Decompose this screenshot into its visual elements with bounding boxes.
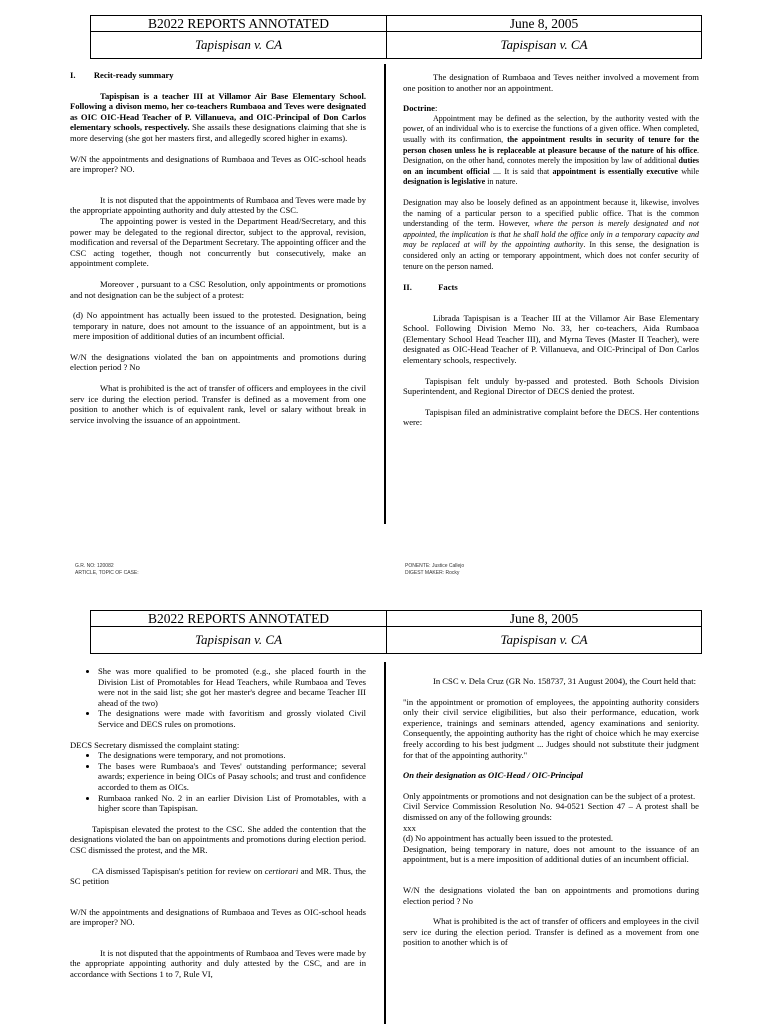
- ruling-paragraph: The appointing power is vested in the Department Head/Secretary, and this power may be delegated to the regional director, subject to the approval, revision, modification and reversal of the Department Secretary. The appointing officer and the CSC acting together, though not concurrently but consecutively, make an appointment complete.: [70, 215, 366, 269]
- page1-right-column: [403, 72, 699, 428]
- ruling-paragraph: It is not disputed that the appointments of Rumbaoa and Teves were made by the appropriate appointing authority and duly attested by the CSC, and are in accordance with Sections 1 to 7, Rule VI,: [70, 947, 366, 980]
- contentions-list: [70, 666, 366, 730]
- issue-1: W/N the appointments and designations of Rumbaoa and Teves as OIC-school heads are improper? NO.: [70, 906, 366, 928]
- header-case-left: Tapispisan v. CA: [91, 32, 387, 59]
- subheading: On their designation as OIC-Head / OIC-Principal: [403, 770, 584, 781]
- protest-ground-d: (d) No appointment has actually been issued to the protested.: [403, 833, 614, 844]
- decs-reasons-list: [70, 750, 366, 814]
- designation-definition: Designation may also be loosely defined as an appointment because it, likewise, involves the naming of a particular person to a specified public office. That is the common understanding of the term. However, where the person is merely designated and not appointed, the implication is that he shall hold the office only in a temporary capacity and may be replaced at will by the appointing authority. In this sense, the designation is considered only an acting or temporary appointment, which does not confer security of tenure on the person named.: [403, 197, 699, 271]
- protest-ground-d: (d) No appointment has actually been issued to the protested. Designation, being temporary in nature, does not amount to the issuance of an appointment, but is a mere imposition of additional duties of an incumbent official.: [73, 310, 366, 342]
- ruling-paragraph: Moreover , pursuant to a CSC Resolution, only appointments or promotions and not designation can be the subject of a protest:: [70, 278, 366, 300]
- doctrine-paragraph: Appointment may be defined as the selection, by the authority vested with the power, of an individual who is to exercise the functions of a given office. When completed, usually with its confirmation, the appointment results in security of tenure for the person chosen unless he is replaceable at pleasure because of the nature of his office. Designation, on the other hand, connotes merely the imposition by law of additional duties on an incumbent official .... It is said that appointment is essentially executive while designation is legislative in nature.: [403, 113, 699, 187]
- header-case-left: Tapispisan v. CA: [91, 627, 387, 654]
- footer-right: PONENTE: Justice Callejo DIGEST MAKER: Rocky: [405, 563, 465, 576]
- summary-paragraph: Tapispisan is a teacher III at Villamor Air Base Elementary School. Following a divison memo, her co-teachers Rumbaoa and Teves were designated as OIC OIC-Head Teacher of P. Villanueva, and OIC-Principal of Don Carlos elementary schools, respectively. She assails these designations claiming that she is more deserving (she got her masters first, and allegedly scored higher in exams).: [70, 90, 366, 143]
- ruling-paragraph: It is not disputed that the appointments of Rumbaoa and Teves were made by the appropriate appointing authority and duly attested by the CSC.: [70, 194, 366, 216]
- page-2: [0, 600, 768, 1024]
- header-date: June 8, 2005: [387, 16, 702, 32]
- header-title: B2022 REPORTS ANNOTATED: [91, 16, 387, 32]
- designation-paragraph: The designation of Rumbaoa and Teves neither involved a movement from one position to another nor an appointment.: [403, 72, 699, 93]
- header-case-right: Tapispisan v. CA: [387, 32, 702, 59]
- header-table: [90, 610, 702, 654]
- header-title: B2022 REPORTS ANNOTATED: [91, 611, 387, 627]
- ellipsis: xxx: [403, 822, 416, 833]
- csc-resolution: Civil Service Commission Resolution No. 94-0521 Section 47 – A protest shall be dismissed on any of the following grounds:: [403, 801, 699, 822]
- case-citation: In CSC v. Dela Cruz (GR No. 158737, 31 August 2004), the Court held that:: [433, 676, 696, 686]
- issue-2: W/N the designations violated the ban on appointments and promotions during election period ? No: [403, 884, 699, 906]
- ruling-paragraph: Only appointments or promotions and not designation can be the subject of a protest.: [403, 790, 696, 801]
- decs-ruling: DECS Secretary dismissed the complaint stating:: [70, 739, 240, 750]
- list-item: • She was more qualified to be promoted (e.g., she placed fourth in the Division List of Promotables for Head Teachers, while Rumbaoa and Teves were not in the said list; she got her master's degree and became Teacher III ahead of the two): [98, 666, 366, 708]
- header-date: June 8, 2005: [387, 611, 702, 627]
- ruling-paragraph: What is prohibited is the act of transfer of officers and employees in the civil serv ice during the election period. Transfer is defined as a movement from one position to another which is of: [403, 916, 699, 948]
- doctrine-label: Doctrine:: [403, 103, 438, 114]
- list-item: • The bases were Rumbaoa's and Teves' outstanding performance; several awards; experience in being OICs of Pasay schools; and trust and confidence accorded to them as OICs.: [98, 761, 366, 793]
- ruling-paragraph: Designation, being temporary in nature, does not amount to the issuance of an appointment, but is a mere imposition of additional duties of an incumbent official.: [403, 843, 699, 865]
- footer-left: G.R. NO: 120082 ARTICLE, TOPIC OF CASE:: [75, 563, 139, 576]
- facts-paragraph: Tapispisan filed an administrative complaint before the DECS. Her contentions were:: [403, 406, 699, 428]
- page2-right-column: [403, 676, 699, 948]
- facts-paragraph: Tapispisan elevated the protest to the CSC. She added the contention that the designations violated the ban on appointments and promotions during election period. CSC dismissed the protest, and the MR.: [70, 823, 366, 855]
- issue-1: W/N the appointments and designations of Rumbaoa and Teves as OIC-school heads are improper? NO.: [70, 153, 366, 175]
- list-item: • The designations were made with favoritism and grossly violated Civil Service and DECS rules on promotions.: [98, 708, 366, 729]
- header-table: [90, 15, 702, 59]
- section-heading-facts: II. Facts: [403, 282, 458, 293]
- facts-paragraph: Tapispisan felt unduly by-passed and protested. Both Schools Division Superintendent, and Regional Director of DECS denied the protest.: [403, 375, 699, 397]
- facts-paragraph: Librada Tapispisan is a Teacher III at the Villamor Air Base Elementary School. Following Division Memo No. 33, her co-teachers, Aida Rumbaoa (Elementary School Head Teacher III), and Myrna Teves (Master II Teacher), were designated as OIC-Head Teacher of P. Villanueva, and OIC-Principal of Don Carlos elementary schools, respectively.: [403, 312, 699, 366]
- list-item: • The designations were temporary, and not promotions.: [98, 750, 366, 761]
- quoted-ruling: "in the appointment or promotion of employees, the appointing authority considers only their civil service eligibilities, but also their performance, education, work experience, trainings and seminars attended, agency examinations and seniority. Consequently, the appointing authority has the right of choice which he may exercise freely according to his best judgment ... Judges should not substitute their judgment for that of the appointing authority.": [403, 696, 699, 760]
- section-heading-summary: I. Recit-ready summary: [70, 70, 174, 80]
- facts-paragraph: CA dismissed Tapispisan's petition for review on certiorari and MR. Thus, the SC petition: [70, 865, 367, 887]
- header-case-right: Tapispisan v. CA: [387, 627, 702, 654]
- column-divider: [384, 64, 386, 524]
- ruling-paragraph: What is prohibited is the act of transfer of officers and employees in the civil serv ice during the election period. Transfer is defined as a movement from one position to another which is of equivalent rank, level or salary without break in service involving the issuance of an appointment.: [70, 383, 366, 425]
- page2-left-column: [70, 666, 366, 980]
- issue-2: W/N the designations violated the ban on appointments and promotions during election period ? No: [70, 351, 366, 373]
- column-divider: [384, 662, 386, 1024]
- page1-left-column: [70, 70, 366, 425]
- list-item: • Rumbaoa ranked No. 2 in an earlier Division List of Promotables, with a higher score than Tapispisan.: [98, 793, 366, 814]
